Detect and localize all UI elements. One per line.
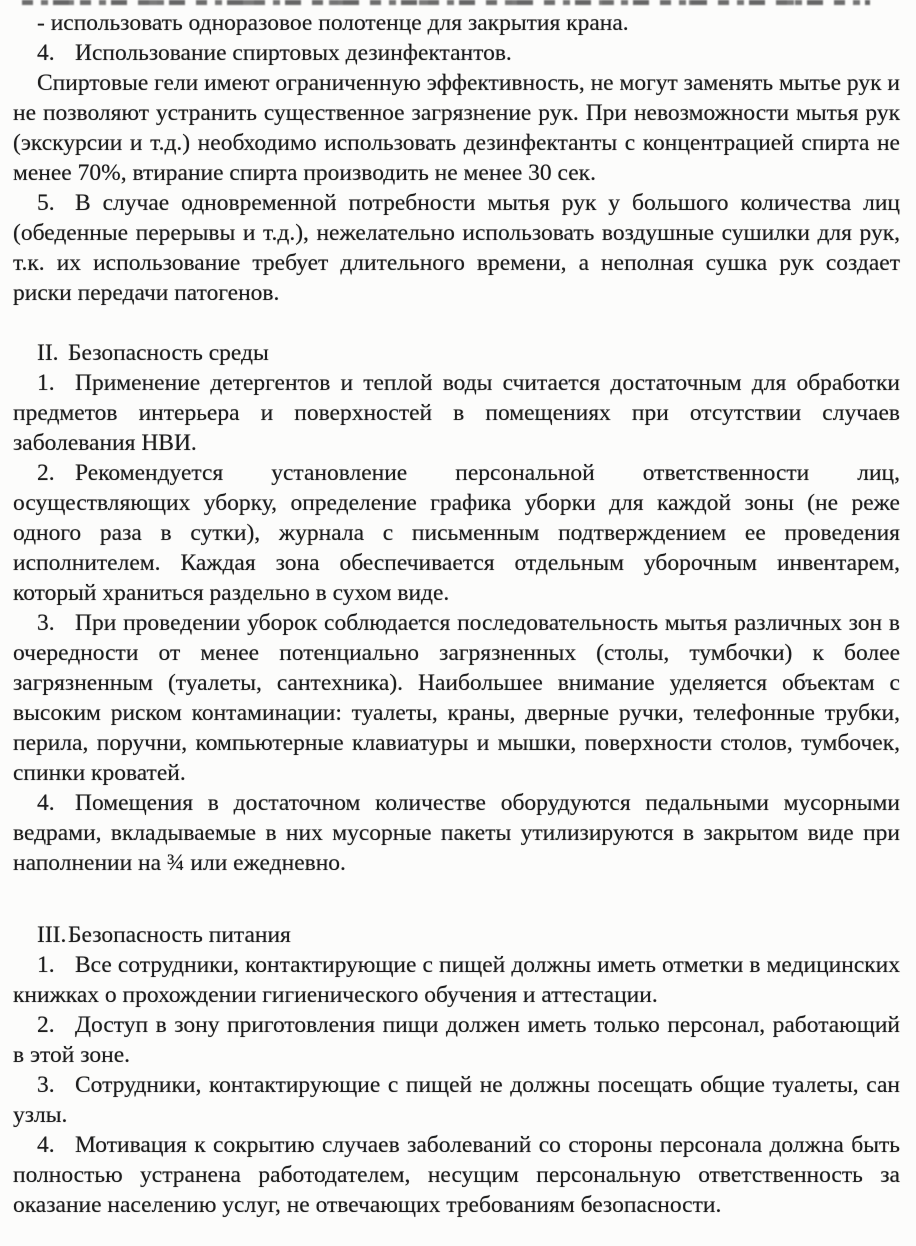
list-marker: 5. — [37, 190, 55, 216]
paragraph-text: - использовать одноразовое полотенце для закрытия крана. — [37, 10, 629, 36]
list-marker: 1. — [37, 952, 55, 978]
spacer — [13, 308, 900, 338]
list-marker: 4. — [37, 40, 55, 66]
list-marker: II. — [37, 340, 59, 366]
list-item — [13, 1070, 900, 1130]
section-heading — [13, 338, 900, 368]
paragraph-text: В случае одновременной потребности мытья рук у большого количества лиц (обеденные перерывы и т.д.), нежелательно использовать воздушные сушилки для рук, т.к. их использование требует длительного времени, а неполная сушка рук создает риски передачи патогенов. — [13, 190, 900, 306]
paragraph — [13, 8, 900, 38]
paragraph-text: Безопасность питания — [68, 922, 291, 948]
paragraph-text: Мотивация к сокрытию случаев заболеваний со стороны персонала должна быть полностью устранена работодателем, несущим персональную ответственность за оказание населению услуг, не отвечающих требованиям безопасности. — [13, 1132, 900, 1218]
list-item — [13, 1130, 900, 1220]
section-heading — [13, 920, 900, 950]
cutoff-text-top-edge — [22, 0, 870, 5]
list-item — [13, 608, 900, 788]
list-item — [13, 950, 900, 1010]
paragraph-text: Помещения в достаточном количестве оборудуются педальными мусорными ведрами, вкладываемые в них мусорные пакеты утилизируются в закрытом виде при наполнении на ¾ или ежедневно. — [13, 790, 900, 876]
paragraph-text: Все сотрудники, контактирующие с пищей должны иметь отметки в медицинских книжках о прохождении гигиенического обучения и аттестации. — [13, 952, 900, 1008]
paragraph-text: Использование спиртовых дезинфектантов. — [75, 40, 512, 66]
paragraph — [13, 68, 900, 188]
list-item — [13, 38, 900, 68]
document-body — [13, 8, 900, 1220]
list-marker: III. — [37, 922, 67, 948]
paragraph-text: Применение детергентов и теплой воды считается достаточным для обработки предметов интерьера и поверхностей в помещениях при отсутствии случаев заболевания НВИ. — [13, 370, 900, 456]
list-marker: 3. — [37, 610, 55, 636]
list-item — [13, 188, 900, 308]
paragraph-text: Рекомендуется установление персональной ответственности лиц, осуществляющих уборку, определение графика уборки для каждой зоны (не реже одного раза в сутки), журнала с письменным подтверждением ее проведения исполнителем. Каждая зона обеспечивается отдельным уборочным инвентарем, который храниться раздельно в сухом виде. — [13, 460, 900, 606]
list-marker: 2. — [37, 1012, 55, 1038]
list-item — [13, 1010, 900, 1070]
paragraph-text: При проведении уборок соблюдается последовательность мытья различных зон в очередности от менее потенциально загрязненных (столы, тумбочки) к более загрязненным (туалеты, сантехника). Наибольшее внимание уделяется объектам с высоким риском контаминации: туалеты, краны, дверные ручки, телефонные трубки, перила, поручни, компьютерные клавиатуры и мышки, поверхности столов, тумбочек, спинки кроватей. — [13, 610, 900, 786]
list-item — [13, 368, 900, 458]
paragraph-text: Спиртовые гели имеют ограниченную эффективность, не могут заменять мытье рук и не позволяют устранить существенное загрязнение рук. При невозможности мытья рук (экскурсии и т.д.) необходимо использовать дезинфектанты с концентрацией спирта не менее 70%, втирание спирта производить не менее 30 сек. — [13, 70, 900, 186]
list-marker: 1. — [37, 370, 55, 396]
list-marker: 4. — [37, 1132, 55, 1158]
list-marker: 3. — [37, 1072, 55, 1098]
paragraph-text: Безопасность среды — [68, 340, 269, 366]
paragraph-text: Доступ в зону приготовления пищи должен иметь только персонал, работающий в этой зоне. — [13, 1012, 900, 1068]
list-marker: 2. — [37, 460, 55, 486]
list-marker: 4. — [37, 790, 55, 816]
spacer-large — [13, 878, 900, 920]
list-item — [13, 458, 900, 608]
paragraph-text: Сотрудники, контактирующие с пищей не должны посещать общие туалеты, сан узлы. — [13, 1072, 900, 1128]
list-item — [13, 788, 900, 878]
